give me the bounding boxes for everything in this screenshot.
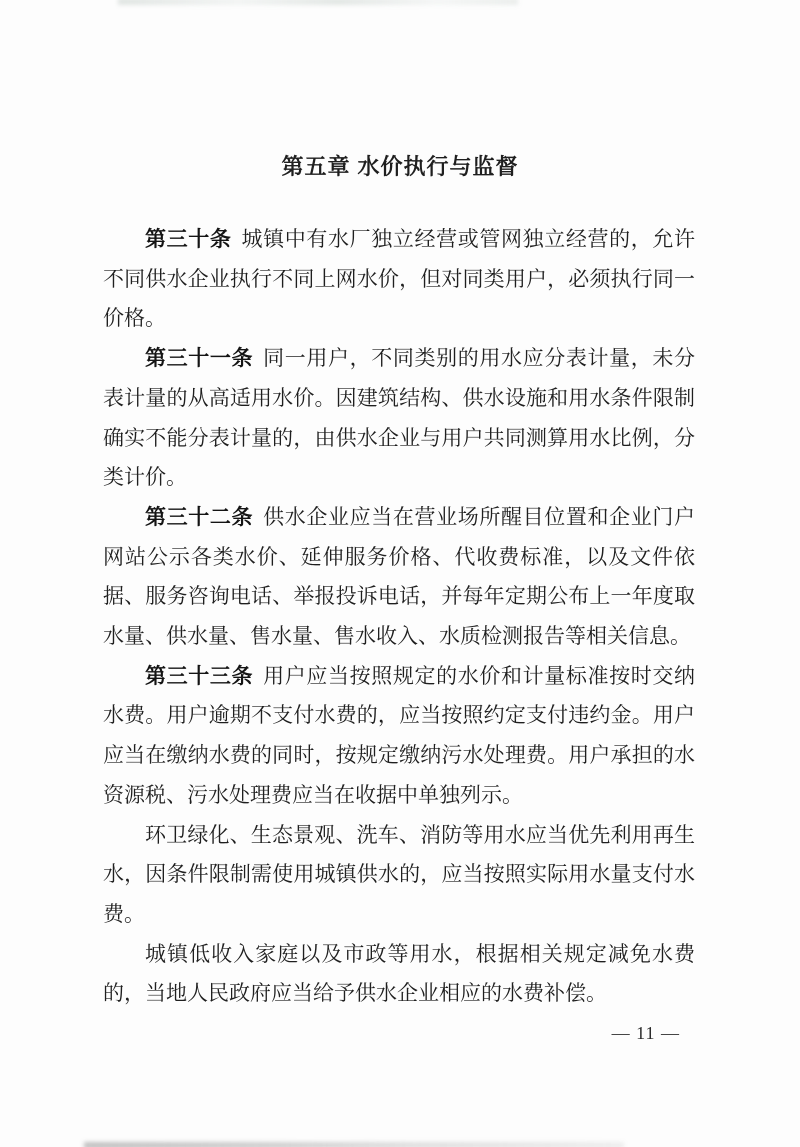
article-33-text: 用户应当按照规定的水价和计量标准按时交纳水费。用户逾期不支付水费的，应当按照约定支付违约金。用户应当在缴纳水费的同时，按规定缴纳污水处理费。用户承担的水资源税、污水处理费应当在收据中单独列示。 <box>103 663 695 807</box>
scan-artifact-top <box>118 0 518 5</box>
reclaimed-water-paragraph <box>103 816 695 935</box>
article-33-number: 第三十三条 <box>145 664 254 688</box>
article-31-number: 第三十一条 <box>145 347 254 371</box>
article-30-text: 城镇中有水厂独立经营或管网独立经营的，允许不同供水企业执行不同上网水价，但对同类用户，必须执行同一价格。 <box>103 227 695 331</box>
fee-reduction-paragraph <box>103 935 695 1014</box>
article-31-text: 同一用户，不同类别的用水应分表计量，未分表计量的从高适用水价。因建筑结构、供水设施和用水条件限制确实不能分表计量的，由供水企业与用户共同测算用水比例，分类计价。 <box>103 346 695 490</box>
article-32-number: 第三十二条 <box>145 505 254 529</box>
scan-artifact-bottom <box>84 1142 624 1147</box>
article-30-paragraph <box>103 220 695 339</box>
article-33-paragraph <box>103 657 695 816</box>
document-body <box>103 220 695 1014</box>
page-number: — 11 — <box>611 1023 680 1043</box>
chapter-heading: 第五章 水价执行与监督 <box>281 154 519 179</box>
article-30-number: 第三十条 <box>145 228 232 251</box>
reclaimed-water-text: 环卫绿化、生态景观、洗车、消防等用水应当优先利用再生水，因条件限制需使用城镇供水的，应当按照实际用水量支付水费。 <box>103 822 695 926</box>
article-32-paragraph <box>103 498 695 657</box>
article-32-text: 供水企业应当在营业场所醒目位置和企业门户网站公示各类水价、延伸服务价格、代收费标准，以及文件依据、服务咨询电话、举报投诉电话，并每年定期公布上一年度取水量、供水量、售水量、售水收入、水质检测报告等相关信息。 <box>103 504 695 649</box>
article-31-paragraph <box>103 339 695 498</box>
fee-reduction-text: 城镇低收入家庭以及市政等用水，根据相关规定减免水费的，当地人民政府应当给予供水企业相应的水费补偿。 <box>103 941 695 1006</box>
